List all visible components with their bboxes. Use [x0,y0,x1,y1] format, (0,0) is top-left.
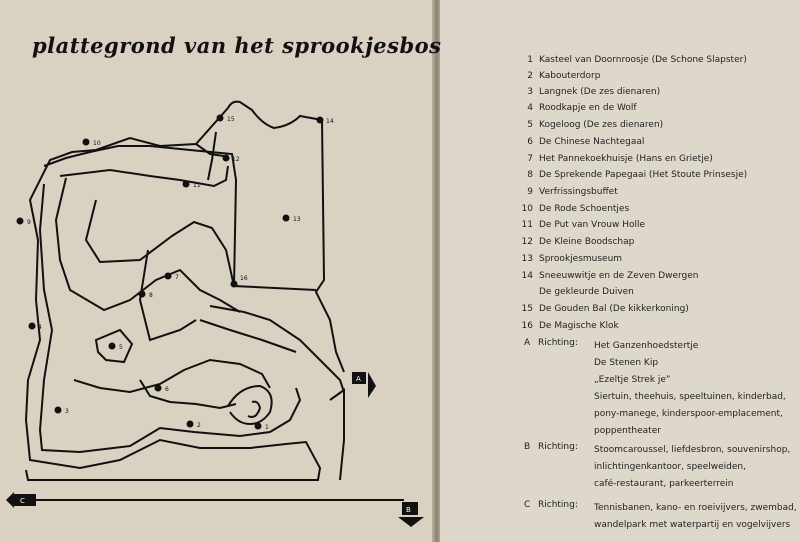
marker-6 [155,385,170,394]
svg-text:10: 10 [93,140,101,147]
direction-line: Siertuin, theehuis, speeltuinen, kinderbad, [594,392,786,402]
marker-14 [317,117,334,126]
direction-line: Tennisbanen, kano- en roeivijvers, zwembad, [594,503,797,513]
legend-item: 7 Het Pannekoekhuisje (Hans en Grietje) [527,154,713,164]
svg-text:8: 8 [149,292,153,299]
direction-letter: C [524,500,531,510]
marker-2 [187,421,202,430]
exit-b-label: B [406,506,411,514]
legend-item: 5 Kogeloog (De zes dienaren) [527,120,664,130]
path-network [26,102,344,480]
legend-item: 9 Verfrissingsbuffet [527,187,618,197]
legend-item: 6 De Chinese Nachtegaal [527,137,645,147]
legend-item: 1 Kasteel van Doornroosje (De Schone Slapster) [527,55,747,65]
legend-item: De gekleurde Duiven [539,287,634,297]
exit-a-label: A [356,375,361,383]
direction-letter: A [524,338,531,348]
svg-text:5: 5 [119,344,123,351]
svg-text:14: 14 [326,118,334,125]
legend-item: 11 De Put van Vrouw Holle [521,220,646,230]
svg-text:1: 1 [265,424,269,431]
direction-label: Richting: [538,338,578,348]
svg-text:7: 7 [175,274,179,281]
marker-12 [223,155,240,164]
map-title: plattegrond van het sprookjesbos [32,33,442,58]
legend-item: 4 Roodkapje en de Wolf [527,103,637,113]
marker-13 [283,215,301,224]
direction-line: Het Ganzenhoedstertje [594,341,699,351]
svg-text:11: 11 [193,182,201,189]
legend-item: 16 De Magische Klok [521,321,619,331]
direction-label: Richting: [538,500,578,510]
legend-item: 2 Kabouterdorp [527,71,601,81]
marker-4 [29,323,43,332]
direction-lines [594,338,786,440]
svg-text:3: 3 [65,408,69,415]
direction-line: „Ezeltje Strek je” [594,375,671,385]
exit-arrow-a [352,372,376,398]
direction-line: wandelpark met waterpartij en vogelvijvers [594,520,791,530]
marker-5 [109,343,124,352]
svg-text:16: 16 [240,275,248,282]
direction-lines [594,442,790,493]
svg-text:6: 6 [165,386,169,393]
svg-text:4: 4 [38,324,42,331]
svg-text:13: 13 [293,216,301,223]
direction-label: Richting: [538,442,578,452]
svg-text:2: 2 [197,422,201,429]
legend-item: 12 De Kleine Boodschap [521,237,635,247]
legend-item: 10 De Rode Schoentjes [521,204,630,214]
legend-item: 13 Sprookjesmuseum [521,254,623,264]
exit-arrow-b [398,502,424,527]
direction-line: inlichtingenkantoor, speelweiden, [594,462,746,472]
legend-item: 14 Sneeuwwitje en de Zeven Dwergen [521,271,699,281]
legend-item: 3 Langnek (De zes dienaren) [527,87,661,97]
direction-line: pony-manege, kinderspoor-emplacement, [594,409,783,419]
svg-text:9: 9 [27,219,31,226]
direction-line: Stoomcaroussel, liefdesbron, souvenirshop, [594,445,791,455]
legend-item: 8 De Sprekende Papegaai (Het Stoute Prinsesje) [527,170,748,180]
legend-item: 15 De Gouden Bal (De kikkerkoning) [521,304,689,314]
direction-line: De Stenen Kip [594,358,659,368]
exit-c-label: C [20,497,25,505]
direction-lines [594,500,797,534]
direction-line: café-restaurant, parkeerterrein [594,479,734,489]
marker-10 [83,139,101,148]
direction-line: poppentheater [594,426,661,436]
direction-letter: B [524,442,531,452]
marker-1 [255,423,270,432]
svg-text:12: 12 [232,156,240,163]
svg-text:15: 15 [227,116,235,123]
marker-15 [217,115,235,124]
exit-arrow-c [6,492,404,508]
marker-9 [17,218,32,227]
marker-3 [55,407,70,416]
